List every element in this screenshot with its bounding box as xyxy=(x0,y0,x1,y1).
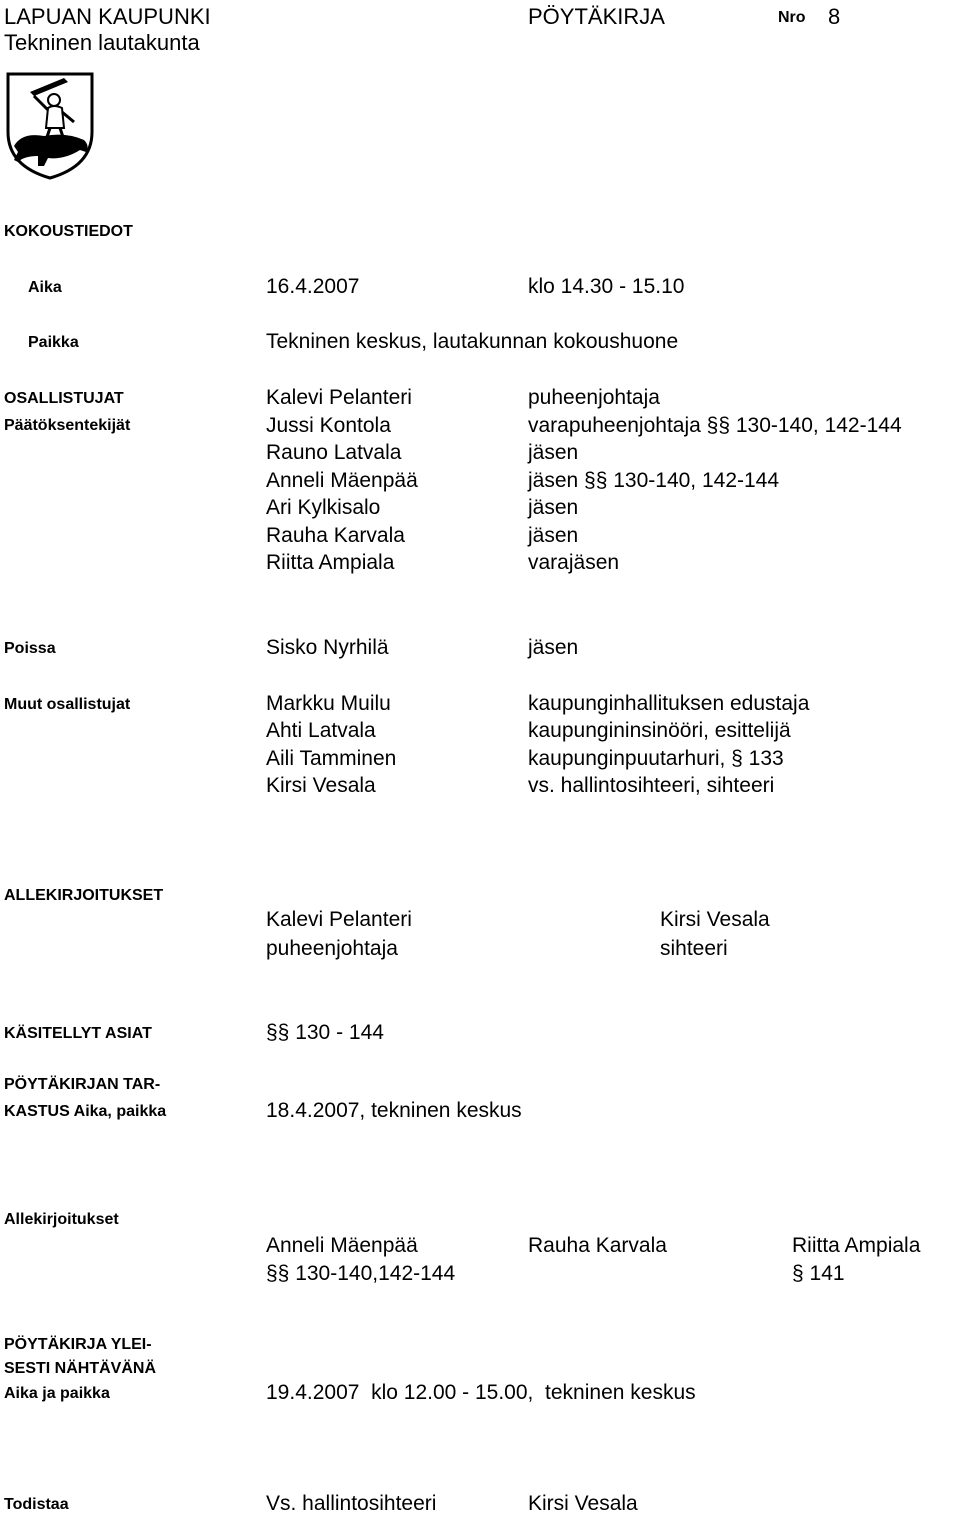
other-role: kaupunginhallituksen edustaja xyxy=(528,692,810,715)
other-role: kaupunginpuutarhuri, § 133 xyxy=(528,747,784,770)
reviewer-name: Anneli Mäenpää xyxy=(266,1234,418,1257)
other-name: Aili Tamminen xyxy=(266,747,397,770)
member-role: varajäsen xyxy=(528,551,620,574)
other-name: Ahti Latvala xyxy=(266,719,376,742)
signatures-heading: ALLEKIRJOITUKSET xyxy=(4,887,164,904)
review-heading-line1: PÖYTÄKIRJAN TAR- xyxy=(4,1076,161,1093)
review-value: 18.4.2007, tekninen keskus xyxy=(266,1099,522,1122)
handled-items-value: §§ 130 - 144 xyxy=(266,1021,384,1044)
reviewer-note: §§ 130-140,142-144 xyxy=(266,1262,456,1285)
member-name: Rauha Karvala xyxy=(266,524,405,547)
meeting-place: Tekninen keskus, lautakunnan kokoushuone xyxy=(266,330,679,353)
member-role: varapuheenjohtaja §§ 130-140, 142-144 xyxy=(528,414,902,437)
other-participants-label: Muut osallistujat xyxy=(4,696,131,713)
other-name: Markku Muilu xyxy=(266,692,391,715)
city-name: LAPUAN KAUPUNKI xyxy=(4,4,211,29)
time-label: Aika xyxy=(28,279,62,296)
meeting-time: klo 14.30 - 15.10 xyxy=(528,275,685,298)
participants-heading: OSALLISTUJAT xyxy=(4,390,124,407)
member-name: Rauno Latvala xyxy=(266,441,402,464)
signature-chair-name: Kalevi Pelanteri xyxy=(266,908,412,931)
place-label: Paikka xyxy=(28,334,79,351)
member-role: puheenjohtaja xyxy=(528,386,660,409)
reviewer-name: Rauha Karvala xyxy=(528,1234,667,1257)
other-role: vs. hallintosihteeri, sihteeri xyxy=(528,774,775,797)
member-name: Kalevi Pelanteri xyxy=(266,386,412,409)
member-name: Anneli Mäenpää xyxy=(266,469,418,492)
signature-secretary-role: sihteeri xyxy=(660,937,728,960)
handled-items-heading: KÄSITELLYT ASIAT xyxy=(4,1025,152,1042)
other-name: Kirsi Vesala xyxy=(266,774,376,797)
member-name: Jussi Kontola xyxy=(266,414,391,437)
decision-makers-heading: Päätöksentekijät xyxy=(4,417,131,434)
absent-name: Sisko Nyrhilä xyxy=(266,636,389,659)
member-name: Riitta Ampiala xyxy=(266,551,395,574)
member-name: Ari Kylkisalo xyxy=(266,496,381,519)
coat-of-arms-icon xyxy=(4,70,96,180)
review-heading-line2: KASTUS Aika, paikka xyxy=(4,1103,167,1120)
certifier-name: Kirsi Vesala xyxy=(528,1492,638,1515)
member-role: jäsen xyxy=(528,524,579,547)
signature-chair-role: puheenjohtaja xyxy=(266,937,398,960)
meeting-info-heading: KOKOUSTIEDOT xyxy=(4,223,133,240)
public-display-heading-line1: PÖYTÄKIRJA YLEI- xyxy=(4,1336,152,1353)
member-role: jäsen §§ 130-140, 142-144 xyxy=(528,469,780,492)
public-display-value: 19.4.2007 klo 12.00 - 15.00, tekninen keskus xyxy=(266,1381,696,1404)
meeting-date: 16.4.2007 xyxy=(266,275,360,298)
reviewer-note: § 141 xyxy=(792,1262,845,1285)
document-type: PÖYTÄKIRJA xyxy=(528,4,665,29)
department-name: Tekninen lautakunta xyxy=(4,30,200,55)
absent-label: Poissa xyxy=(4,640,56,657)
signature-secretary-name: Kirsi Vesala xyxy=(660,908,770,931)
public-display-heading-line3: Aika ja paikka xyxy=(4,1385,110,1402)
certifier-title: Vs. hallintosihteeri xyxy=(266,1492,437,1515)
reviewer-name: Riitta Ampiala xyxy=(792,1234,921,1257)
certifies-label: Todistaa xyxy=(4,1496,69,1513)
reviewer-signatures-heading: Allekirjoitukset xyxy=(4,1211,119,1228)
public-display-heading-line2: SESTI NÄHTÄVÄNÄ xyxy=(4,1360,157,1377)
number-label: Nro xyxy=(778,9,806,26)
member-role: jäsen xyxy=(528,496,579,519)
absent-role: jäsen xyxy=(528,636,579,659)
member-role: jäsen xyxy=(528,441,579,464)
number-value: 8 xyxy=(828,4,841,29)
other-role: kaupungininsinööri, esittelijä xyxy=(528,719,791,742)
